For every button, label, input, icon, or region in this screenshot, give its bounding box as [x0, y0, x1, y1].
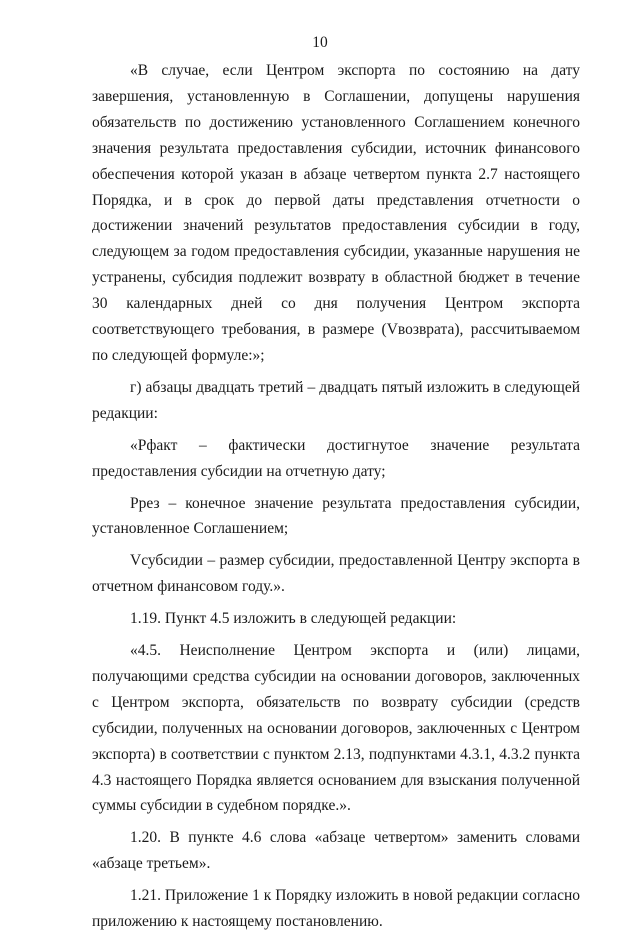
page-number: 10 [312, 34, 328, 51]
paragraph-1-19: 1.19. Пункт 4.5 изложить в следующей редакции: [130, 610, 457, 628]
paragraph-rrez-definition: Ррез – конечное значение результата предоставления субсидии, установленное Соглашением; [92, 494, 580, 538]
paragraph-1-21: 1.21. Приложение 1 к Порядку изложить в новой редакции согласно приложению к настоящему постановлению. [92, 887, 580, 931]
paragraph-rfakt-definition: «Рфакт – фактически достигнутое значение результата предоставления субсидии на отчетную дату; [92, 436, 580, 480]
paragraph-subsidy-return-conditions: «В случае, если Центром экспорта по состоянию на дату завершения, установленную в Соглашении, допущены нарушения обязательств по достижению установленного Соглашением конечного значения результата предоставления субсидии, источник финансового обеспечения которой указан в абзаце четвертом пункта 2.7 настоящего Порядка, и в срок до первой даты представления отчетности о достижении значений результатов предоставления субсидии в году, следующем за годом предоставления субсидии, указанные нарушения не устранены, субсидия подлежит возврату в областной бюджет в течение 30 календарных дней со дня получения Центром экспорта соответствующего требования, в размере (Vвозврата), рассчитываемом по следующей формуле:»; [92, 62, 580, 364]
paragraph-1-20: 1.20. В пункте 4.6 слова «абзаце четвертом» заменить словами «абзаце третьем». [92, 829, 580, 873]
paragraph-4-5-text: «4.5. Неисполнение Центром экспорта и (или) лицами, получающими средства субсидии на основании договоров, заключенных с Центром экспорта, обязательств по возврату субсидии (средств субсидии, полученных на основании договоров, заключенных с Центром экспорта) в соответствии с пунктом 2.13, подпунктами 4.3.1, 4.3.2 пункта 4.3 настоящего Порядка является основанием для взыскания полученной суммы субсидии в судебном порядке.». [92, 642, 580, 815]
paragraph-vsubsidii-definition: Vсубсидии – размер субсидии, предоставленной Центру экспорта в отчетном финансовом году.». [92, 552, 580, 596]
paragraph-item-g: г) абзацы двадцать третий – двадцать пятый изложить в следующей редакции: [92, 378, 580, 422]
document-body [92, 58, 580, 941]
